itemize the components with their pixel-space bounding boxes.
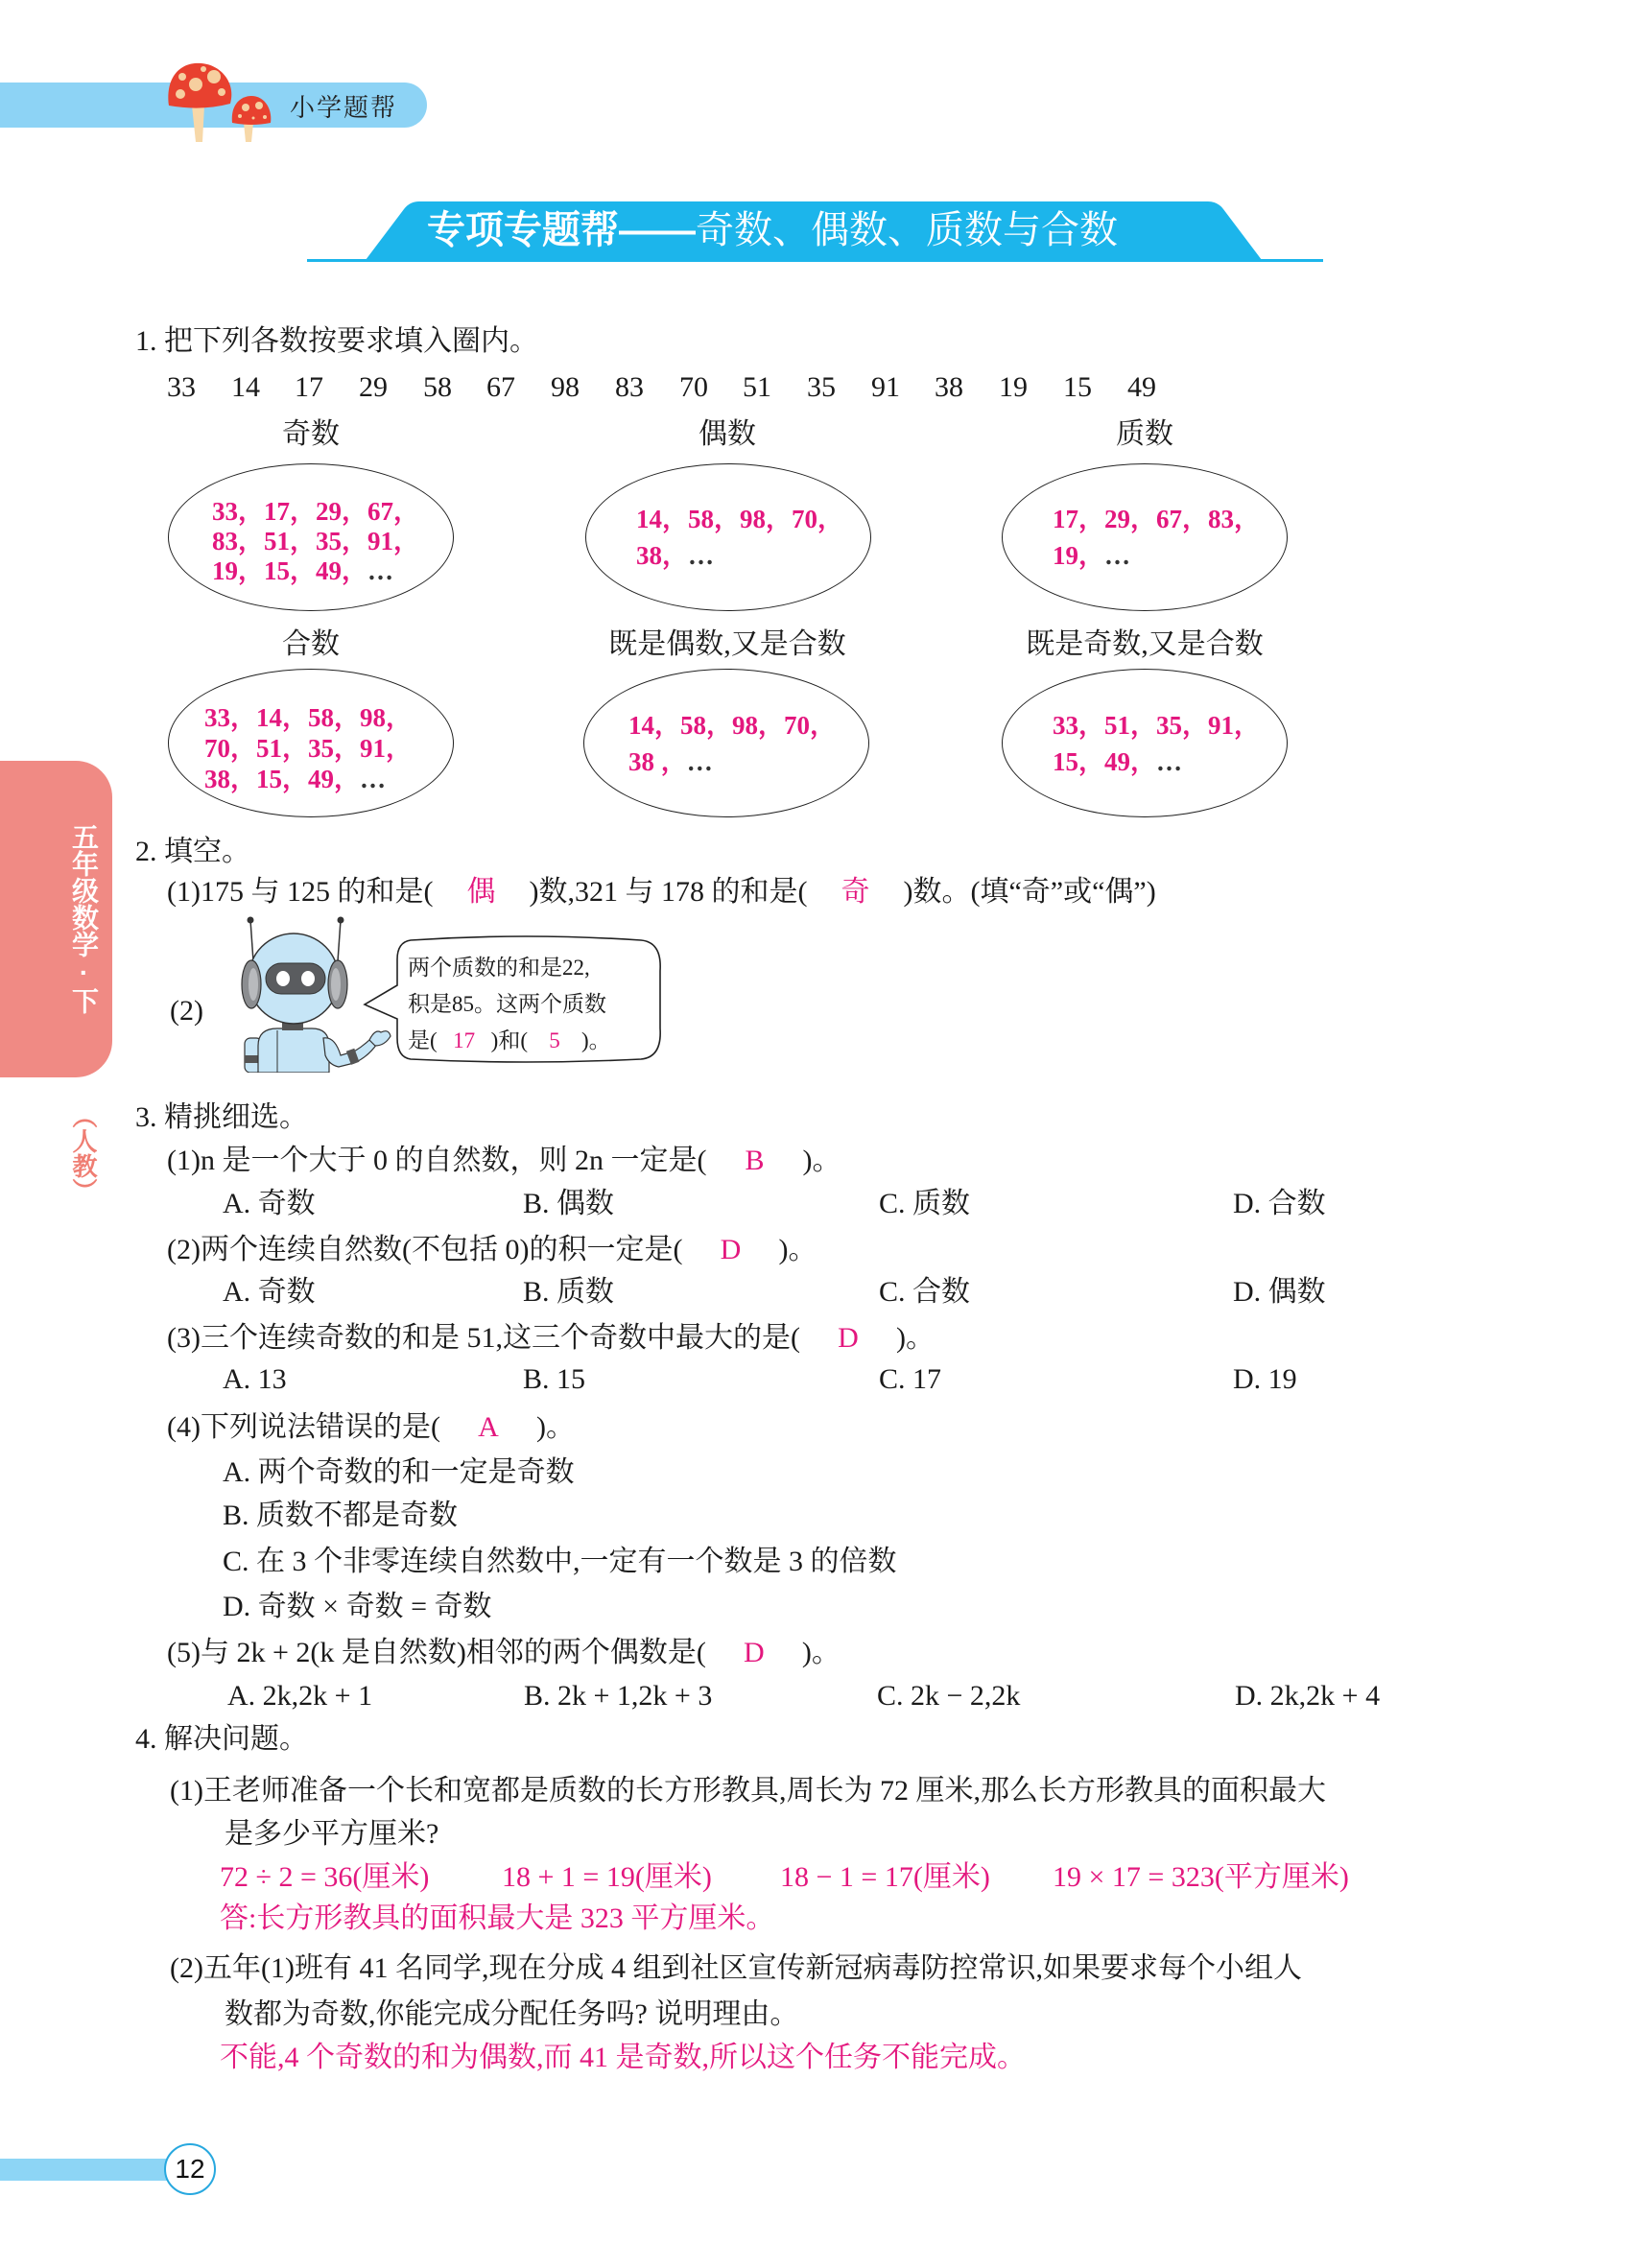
ellipse-line: 33，51，35，91， xyxy=(1053,711,1260,740)
number-item: 98 xyxy=(551,371,580,403)
option-a: A. 13 xyxy=(223,1363,287,1395)
choice-answer: D xyxy=(838,1322,859,1354)
question-stem: (5)与 2k + 2(k 是自然数)相邻的两个偶数是( xyxy=(167,1637,706,1668)
question-stem: (2)两个连续自然数(不包括 0)的积一定是( xyxy=(167,1234,683,1265)
q4-item-1-line-1: (1)王老师准备一个长和宽都是质数的长方形教具,周长为 72 厘米,那么长方形教具的面积最大 xyxy=(170,1775,1326,1807)
q4-item-1-line-2: 是多少平方厘米? xyxy=(225,1818,439,1850)
answer-ellipse-odd xyxy=(168,463,454,611)
ellipse-line: 14，58，98，70， xyxy=(628,711,836,740)
page-number: 12 xyxy=(164,2143,216,2195)
ellipse-line: 70，51，35，91， xyxy=(204,734,412,763)
question-close: )。 xyxy=(802,1145,841,1176)
question-close: )。 xyxy=(778,1234,817,1265)
answer-ellipse-composite xyxy=(168,669,454,817)
title-underline xyxy=(307,259,1323,262)
bubble-text: 是( xyxy=(408,1028,438,1052)
question-close: )。 xyxy=(535,1411,575,1443)
ellipsis: … xyxy=(688,541,714,570)
circle-label-odd-composite: 既是奇数,又是合数 xyxy=(1026,628,1264,660)
ellipse-line: 19， xyxy=(1053,541,1104,570)
question-stem: (1)n 是一个大于 0 的自然数，则 2n 一定是( xyxy=(167,1145,707,1176)
q4-item-1-answer: 答:长方形教具的面积最大是 323 平方厘米。 xyxy=(220,1902,775,1934)
work-step-3: 18 − 1 = 17(厘米) xyxy=(780,1861,990,1893)
ellipse-line: 14，58，98，70， xyxy=(636,505,843,533)
number-item: 38 xyxy=(935,371,963,403)
bubble-line-2: 积是85。这两个质数 xyxy=(408,992,606,1016)
ellipse-line: 83，51，35，91， xyxy=(212,527,419,555)
ellipse-line: 38，15，49， xyxy=(204,765,360,793)
q1-prompt: 1. 把下列各数按要求填入圈内。 xyxy=(135,325,538,357)
question-stem: (3)三个连续奇数的和是 51,这三个奇数中最大的是( xyxy=(167,1322,800,1354)
choice-answer: B xyxy=(745,1145,765,1176)
q2-part2-label: (2) xyxy=(170,995,203,1027)
ellipsis: … xyxy=(360,765,386,793)
q2-part1-text: )数,321 与 178 的和是( xyxy=(529,876,808,908)
q3-title: 3. 精挑细选。 xyxy=(135,1101,308,1133)
q2-part1 xyxy=(167,873,1156,911)
bubble-answer1: 17 xyxy=(453,1028,476,1052)
number-item: 91 xyxy=(871,371,900,403)
page-title xyxy=(427,205,1118,255)
answer-ellipse-prime xyxy=(1002,463,1288,611)
title-prefix: 专项专题帮—— xyxy=(427,209,696,251)
number-item: 83 xyxy=(615,371,644,403)
answer-ellipse-odd-composite xyxy=(1002,669,1288,817)
bubble-line-3 xyxy=(408,1027,611,1055)
circle-label-prime: 质数 xyxy=(1116,418,1173,450)
ellipsis: … xyxy=(1104,541,1130,570)
number-item: 67 xyxy=(486,371,515,403)
q2-part1-text: (1)175 与 125 的和是( xyxy=(167,876,434,908)
choice-answer: A xyxy=(478,1411,499,1443)
option-b: B. 偶数 xyxy=(523,1188,615,1219)
choice-answer: D xyxy=(744,1637,765,1668)
q3-item-4-stem xyxy=(167,1408,575,1447)
ellipse-line: 19，15，49， xyxy=(212,556,367,585)
number-item: 14 xyxy=(231,371,260,403)
option-c: C. 17 xyxy=(879,1363,942,1395)
bubble-line-1: 两个质数的和是22, xyxy=(408,956,590,980)
number-item: 49 xyxy=(1127,371,1156,403)
q4-title: 4. 解决问题。 xyxy=(135,1723,308,1755)
ellipse-line: 15，49， xyxy=(1053,747,1156,776)
option-a: A. 奇数 xyxy=(223,1188,316,1219)
option-b: B. 质数 xyxy=(523,1276,615,1308)
bubble-answer2: 5 xyxy=(549,1028,560,1052)
q4-item-2-line-2: 数都为奇数,你能完成分配任务吗? 说明理由。 xyxy=(225,1998,799,2030)
q4-item-2-answer: 不能,4 个奇数的和为偶数,而 41 是奇数,所以这个任务不能完成。 xyxy=(220,2042,1026,2073)
option-a: A. 奇数 xyxy=(223,1276,316,1308)
option-d: D. 奇数 × 奇数 = 奇数 xyxy=(223,1591,492,1622)
work-step-2: 18 + 1 = 19(厘米) xyxy=(502,1861,712,1893)
side-tab-edition: （人教） xyxy=(69,1103,98,1203)
title-topic: 奇数、偶数、质数与合数 xyxy=(696,208,1118,251)
number-item: 70 xyxy=(679,371,708,403)
q2-title: 2. 填空。 xyxy=(135,836,250,867)
circle-label-odd: 奇数 xyxy=(282,418,340,450)
q2-part1-text: )数。(填“奇”或“偶”) xyxy=(903,876,1156,908)
ellipse-line: 38， xyxy=(636,541,688,570)
option-a: A. 两个奇数的和一定是奇数 xyxy=(223,1456,575,1488)
ellipse-line: 17，29，67，83， xyxy=(1053,505,1260,533)
number-item: 19 xyxy=(999,371,1028,403)
option-c: C. 在 3 个非零连续自然数中,一定有一个数是 3 的倍数 xyxy=(223,1546,897,1577)
option-b: B. 2k + 1,2k + 3 xyxy=(524,1680,713,1712)
q4-item-2-line-1: (2)五年(1)班有 41 名同学,现在分成 4 组到社区宣传新冠病毒防控常识,如果要求每个小组人 xyxy=(170,1952,1302,1984)
ellipse-line: 33，17，29，67， xyxy=(212,497,419,526)
number-item: 51 xyxy=(743,371,771,403)
option-d: D. 合数 xyxy=(1233,1188,1326,1219)
option-d: D. 偶数 xyxy=(1233,1276,1326,1308)
work-step-1: 72 ÷ 2 = 36(厘米) xyxy=(220,1861,430,1893)
choice-answer: D xyxy=(720,1234,742,1265)
circle-label-even-composite: 既是偶数,又是合数 xyxy=(608,628,846,660)
circle-label-composite: 合数 xyxy=(282,628,340,660)
ellipsis: … xyxy=(367,556,393,585)
number-item: 33 xyxy=(167,371,196,403)
option-c: C. 合数 xyxy=(879,1276,971,1308)
q2-part1-answer1: 偶 xyxy=(466,876,496,908)
question-close: )。 xyxy=(801,1637,841,1668)
bubble-text: )。 xyxy=(581,1028,611,1052)
number-item: 35 xyxy=(807,371,836,403)
option-c: C. 质数 xyxy=(879,1188,971,1219)
option-d: D. 2k,2k + 4 xyxy=(1235,1680,1381,1712)
circle-label-even: 偶数 xyxy=(699,418,756,450)
q3-item-2-stem xyxy=(167,1231,817,1269)
question-stem: (4)下列说法错误的是( xyxy=(167,1411,440,1443)
question-close: )。 xyxy=(895,1322,935,1354)
footer-bar xyxy=(0,2159,168,2181)
option-d: D. 19 xyxy=(1233,1363,1297,1395)
ellipsis: … xyxy=(686,747,713,776)
option-b: B. 质数不都是奇数 xyxy=(223,1500,459,1531)
answer-ellipse-even-composite xyxy=(583,669,869,817)
q3-item-1-stem xyxy=(167,1142,841,1180)
number-item: 15 xyxy=(1063,371,1092,403)
bubble-text: )和( xyxy=(490,1028,528,1052)
option-a: A. 2k,2k + 1 xyxy=(227,1680,373,1712)
number-item: 17 xyxy=(295,371,323,403)
number-item: 58 xyxy=(423,371,452,403)
work-step-4: 19 × 17 = 323(平方厘米) xyxy=(1053,1861,1349,1893)
ellipsis: … xyxy=(1156,747,1182,776)
mushroom-icon xyxy=(154,56,283,147)
ellipse-line: 33，14，58，98， xyxy=(204,703,412,732)
ellipse-line: 38 ， xyxy=(628,747,687,776)
q3-item-3-stem xyxy=(167,1319,935,1358)
q2-part1-answer2: 奇 xyxy=(841,876,870,908)
answer-ellipse-even xyxy=(585,463,871,611)
option-c: C. 2k − 2,2k xyxy=(877,1680,1021,1712)
q3-item-5-stem xyxy=(167,1634,841,1672)
number-item: 29 xyxy=(359,371,388,403)
brand-title: 小学题帮 xyxy=(290,93,398,122)
side-tab-grade: 五年级数学·下 xyxy=(69,823,99,1014)
option-b: B. 15 xyxy=(523,1363,586,1395)
